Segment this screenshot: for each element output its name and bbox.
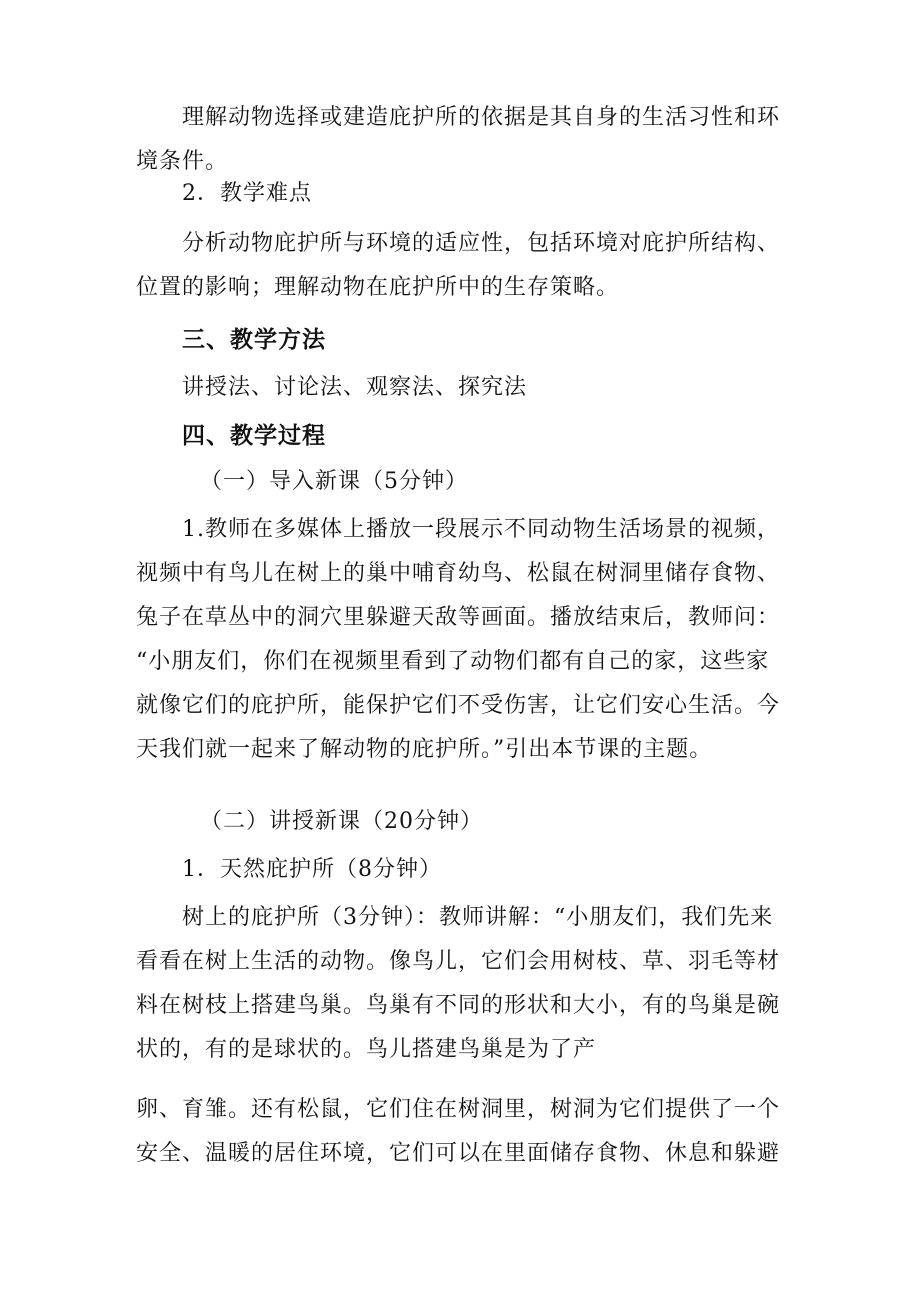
text-line: 1．天然庇护所（8分钟） [182,857,442,882]
text-line: 2．教学难点 [182,181,312,206]
text-line: 讲授法、讨论法、观察法、探究法 [182,375,528,400]
subheading-teaching-difficulty [136,172,796,216]
text-line: 分析动物庇护所与环境的适应性，包括环境对庇护所结构、 [182,231,781,256]
text-line: 视频中有鸟儿在树上的巢中哺育幼鸟、松鼠在树洞里储存食物、 [136,561,781,586]
section-heading-teaching-methods [136,318,796,362]
text-line: （二）讲授新课（20分钟） [200,809,483,834]
text-line: 卵、育雏。还有松鼠，它们住在树洞里，树洞为它们提供了一个 [136,1097,781,1122]
text-line: 位置的影响；理解动物在庇护所中的生存策略。 [136,275,620,300]
text-line: 境条件。 [136,149,229,174]
text-line: 状的，有的是球状的。鸟儿搭建鸟巢是为了产 [136,1037,597,1062]
text-line: “小朋友们，你们在视频里看到了动物们都有自己的家，这些家 [136,649,770,674]
text-line: 理解动物选择或建造庇护所的依据是其自身的生活习性和环 [182,105,781,130]
paragraph-intro [136,508,796,772]
text-line: 1.教师在多媒体上播放一段展示不同动物生活场景的视频， [182,517,780,542]
subheading-new-lesson [136,800,796,844]
text-line: 料在树枝上搭建鸟巢。鸟巢有不同的形状和大小，有的鸟巢是碗 [136,993,781,1018]
text-line: 三、教学方法 [182,326,326,353]
paragraph-teaching-focus [136,96,796,184]
text-line: 就像它们的庇护所，能保护它们不受伤害，让它们安心生活。今 [136,693,781,718]
paragraph-teaching-difficulty [136,222,796,310]
paragraph-tree-shelter [136,896,796,1072]
subheading-natural-shelter [136,848,796,892]
text-line: （一）导入新课（5分钟） [200,469,468,494]
text-line: 树上的庇护所（3分钟）：教师讲解：“小朋友们，我们先来 [182,905,774,930]
text-line: 四、教学过程 [182,422,326,449]
text-line: 看看在树上生活的动物。像鸟儿，它们会用树枝、草、羽毛等材 [136,949,781,974]
text-line: 天我们就一起来了解动物的庇护所。”引出本节课的主题。 [136,737,713,762]
subheading-intro [136,460,796,504]
paragraph-teaching-methods [136,366,796,410]
section-heading-teaching-process [136,414,796,458]
text-line: 兔子在草丛中的洞穴里躲避天敌等画面。播放结束后，教师问： [136,605,781,630]
text-line: 安全、温暖的居住环境，它们可以在里面储存食物、休息和躲避 [136,1141,781,1166]
paragraph-tree-shelter-continued [136,1088,796,1176]
